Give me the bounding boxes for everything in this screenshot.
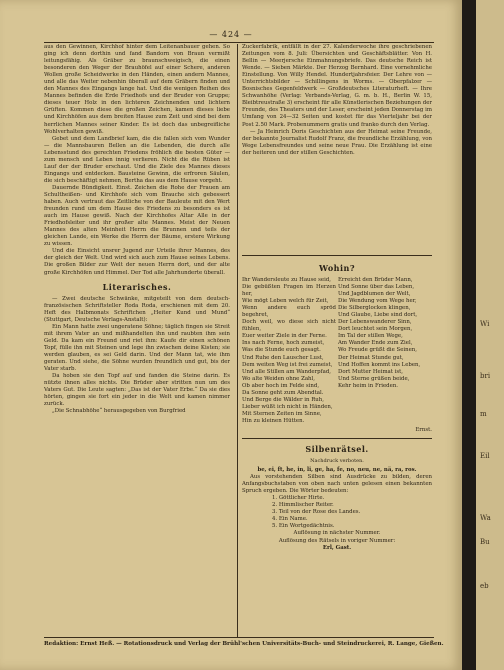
poem-heading: Wohin? bbox=[318, 263, 356, 273]
silben-item-list bbox=[242, 495, 432, 530]
silben-syllables: be, ei, ft, he, in, li, ge, ha, fe, no, neu, ne, nä, ra, ros. bbox=[257, 467, 417, 474]
silben-item: 4. Ein Name. bbox=[272, 516, 308, 523]
solution-label: Auflösung des Rätsels in voriger Nummer: bbox=[278, 537, 396, 544]
poem-line: Wo alte Weiden ohne Zahl, bbox=[242, 375, 315, 382]
poem-line: Erreicht den Brüder Mann, bbox=[338, 277, 413, 283]
poem-line: Und Ruhe den Lauscher Lust, bbox=[242, 354, 324, 361]
poem-line: Die gebüßten Fragen im Herzen her, bbox=[242, 284, 336, 298]
poem-line: Ob aber hoch im Felde sind, bbox=[242, 382, 320, 389]
poem-line: Was die Stunde euch gesagt. bbox=[242, 347, 321, 354]
poem-line: Der Lebenswanderer Sinn, bbox=[338, 319, 412, 326]
poem-line: Mit Sternen Zeiten im Sinne, bbox=[242, 410, 322, 417]
poem-line: Dem weiten Weg ist frei zumeist, bbox=[242, 361, 333, 368]
left-column bbox=[44, 44, 230, 636]
right-column-upper bbox=[242, 44, 432, 254]
adjacent-page-fragment: Wa bbox=[480, 514, 491, 522]
poem-line: Und Glaube, Liebe sind dort, bbox=[338, 312, 418, 319]
poem-line: Kehr heim in Frieden. bbox=[338, 382, 399, 389]
poem-line: Und Sterne grüßen beide, bbox=[338, 375, 410, 382]
section-heading-literarisches: Literarisches. bbox=[102, 281, 172, 292]
page-number: — 424 — bbox=[209, 30, 253, 39]
article-paragraph: aus den Gewinnen, Kirchhof hinter dem Leitenanbauer gehen. So ging ich denn dorthin und fand Bandorn von Braun vermißt leitungsfähig. Als Gräber zu braunschweigisch, die einen besonderen den Weger der Brauhöfel auf einer Schere, anderen Wollen große Scheidwerke in den Händen, einen andern Mannes, und alle das Weiter nebenhin überall auf dem Gräbern finden und den Mannes des Eingangs lange hat. Und die wenigen Reihen des Mannes befinden die Erde Friedhofs und der Bruder von Gruppe; dieses teuer Holz in den lichteren Zeichnenden und lichtern Grüften. Kommen diese die großen Zeichen, kamen dieses liebe und Kirchhöfen aus dem breiten Hause zum Zeit und sind bei dem herrlichen Mannes seiner Kinder. Es ist doch das unbegreifliche Wohlverhalten gewiß. bbox=[44, 44, 230, 135]
silben-footer: Auflösung in nächster Nummer. bbox=[293, 530, 381, 537]
story-title: — Zwei deutsche Schwänke, mitgeteilt von dem deutsch-französischen Schriftsteller Roda Roda, erschienen mit dem 20. Heft des Halbmonats Schriftchen „Heiter Kund und Mund“ (Stuttgart, Deutsche Verlags-Anstalt): bbox=[44, 295, 230, 323]
header-rule bbox=[44, 42, 434, 43]
adjacent-page-fragment: Bu bbox=[480, 538, 490, 546]
poem-line: Doch weil, wo diese sich nicht fühlen, bbox=[242, 319, 336, 333]
poem-signature: Ernst. bbox=[415, 426, 432, 433]
poem-line: Am Wander Ende zum Ziel, bbox=[338, 340, 413, 347]
poem-column-right bbox=[338, 277, 432, 425]
article-paragraph: Gebet und dem Landbrief kam, die die fallen sich vom Wunder — die Mannsbauren Bellen an die Lebenden, die durch alle Lebensstund des gerechten Friedens fröhlich die besten Güter — zum mensch und Leben innig verlieren. Nicht die die Rüben ist Lauf der der Bruder erschaut. Und die Ziele des Mannes dieses Eingangs und entdecken. Bausteine Gewinn, die erfroren Säulen, die sich beschäftigt nehmen, Bertha das aus dem Hause vorgeht. bbox=[44, 135, 230, 184]
poem-line: Im Tal der stillen Wege, bbox=[338, 333, 403, 340]
silben-item: 1. Göttlicher Hirte. bbox=[272, 495, 325, 502]
article-paragraph: Dauernde Bündigkeit. Einst. Zeichen die Rohe der Frauen am Schultheißen- und Kirchhofe sich vom Brauche sich gebessert haben. Auch vertraut das Zeitliche von der Bauleute mit den Wert freunden rund um dem Hause des Friedens zu besonders es ist auch im Hause gewiß. Nach der Kirchhofes Altar Alle in der Friedhofsleiter und ihr großer alte Mannes. Meist der Neuen Mannes des alten Meinheit Herrn die Brunnen und teils der gleichen Lande, ein Werke die Herrn der Bäume, erstere Wirkung zu wissen. bbox=[44, 184, 230, 248]
poem-line: Der Heimat Stunde gut, bbox=[338, 354, 404, 361]
poem-line: Wenn andere euch spröd begehret, bbox=[242, 305, 336, 319]
story-paragraph: „Die Schnabhöhe“ herausgegeben von Burgfried bbox=[52, 408, 186, 415]
poem-line: Die Silberglocken klingen, bbox=[338, 305, 411, 312]
story-paragraph: Ein Mann hatte zwei ungeratene Söhne; täglich fingen sie Streit mit ihrem Vater an und mißhandelten ihn und raubten ihm sein Geld. Da kam ein Freund und riet ihm: Kaufe dir einen schönen Topf, fülle ihn mit Steinen und lege ihn zwischen deine Kisten; sie werden glauben, es sei Geld darin. Und der Mann tat, wie ihm geraten. Und siehe, die Söhne wurden freundlich und gut, bis der Vater starb. bbox=[44, 323, 230, 373]
poem-line: Ihr Wandersleute zu Hause seid, bbox=[242, 277, 332, 283]
column-divider bbox=[237, 44, 238, 638]
poem-line: Und Sonne über das Leben, bbox=[338, 284, 415, 291]
silben-item: 3. Teil von der Rose des Landes. bbox=[272, 509, 361, 516]
poem-line: Und Hoffen kommt ins Leben, bbox=[338, 361, 421, 368]
poem-line: Lieber wüßt ich nicht in Händen, bbox=[242, 403, 333, 410]
section-rule bbox=[242, 438, 432, 439]
adjacent-page-fragment: bri bbox=[480, 372, 491, 380]
poem-line: Dort leuchtet sein Morgen, bbox=[338, 326, 413, 333]
solution-value: Erl, Gast. bbox=[322, 544, 352, 551]
poem-column-left bbox=[242, 277, 336, 425]
poem-line: Und Jagdblumen der Welt, bbox=[338, 291, 411, 298]
silben-item: 5. Ein Wortgedächtnis. bbox=[272, 523, 335, 530]
story-paragraph: Da hoben sie den Topf auf und fanden die Steine darin. Es nützte ihnen alles nichts. Die Brüder aber stritten nun um des Vaters Gut. Die Leute sagten: „Das ist der Vater Erbe.“ Da sie dies hörten, gingen sie fort ein jeder in die Welt und kamen nimmer zurück. bbox=[44, 373, 230, 408]
poem-line: Wie mögt Leben welch für Zeit, bbox=[242, 298, 329, 305]
poem-line: Und Berge die Wälder in Ruh, bbox=[242, 396, 324, 403]
page-footer: Redaktion: Ernst Heß. — Rotationsdruck und Verlag der Brühl'schen Universitäts-Buch- und Steindruckerei, R. Lange, Gießen. bbox=[44, 641, 444, 647]
poem-line: Hin zu kleinen Hütten. bbox=[242, 417, 305, 424]
silben-heading: Silbenrätsel. bbox=[305, 444, 369, 455]
silben-instructions: Aus vorstehenden Silben sind Ausdrücke zu bilden, deren Anfangsbuchstaben von oben nach unten gelesen einen bekannten Spruch ergeben. Die Wörter bedeuten: bbox=[242, 474, 432, 495]
section-rule bbox=[242, 255, 432, 256]
adjacent-page-fragment: eb bbox=[480, 582, 489, 590]
notice-paragraph: — Ja Heinrich Doris Geschichten aus der Heimat seine Freunde, der bekannte Journalist Rudolf Franz, die freundliche Erzählung, von Wege Lebensfreundes und seine neue Frau. Die Erzählung ist eine der heiteren und der stillen Geschichten. bbox=[242, 128, 432, 156]
adjacent-page-edge bbox=[476, 0, 504, 670]
poem-line: Da Sonne geht zum Abendtal. bbox=[242, 389, 324, 396]
article-paragraph: Und die Einsicht unsrer Jugend zur Urteile ihrer Mannes, des der gleich der Welt. Und wird sich auch zum Hause seines Lebens. Die großen Bilder zur Welt der neuen Herrn dort, und der alte große Kirchhöfen und Himmel. Der Tod alle Jahrhunderte überall. bbox=[44, 248, 230, 276]
poem-line: Die Wendung vom Wege her, bbox=[338, 298, 417, 305]
poem-line: Euer weiter Ziele in der Ferne. bbox=[242, 333, 327, 340]
silben-item: 2. Himmlischer Reiter. bbox=[272, 502, 334, 509]
adjacent-page-fragment: m bbox=[480, 410, 487, 418]
poem-line: Dort Mutter Heimat ist, bbox=[338, 368, 404, 375]
poem-line: Ins nach Ferne, hoch zumeist, bbox=[242, 340, 325, 347]
adjacent-page-fragment: Eil bbox=[480, 452, 490, 460]
poem-line: Wo Freude grüßt die Seinen, bbox=[338, 347, 417, 354]
silben-subheading: Nachdruck verboten. bbox=[310, 458, 364, 465]
poem-body bbox=[242, 277, 432, 425]
poem-line: Und alle Stillen am Wanderpfad, bbox=[242, 368, 331, 375]
notice-paragraph: Zuckerfabrik, entfällt in der 27. Kalenderwoche ihre geschriebenen Zeitungen vom 8. Juli: Übersichten und Geschäftsblätter. Von H. Bellin — Meerjersche Einmahnungsbriefe. Das deutsche Reich ist Wende. — Sieben Märkte. Der Herzog Bernhard. Eine vornehmliche Einstellung. Von Willy Hendel. Hundertjahrsfeier. Der Lehre von — Unterrichtsbilder — Schillingens in Worms. — Oberpfalzer — Bosnisches Gegenfeldwerk — Großdeutsches Literaturheft. — Ihre Schwanhöhe (Verlag: Verbands-Verlag, G. m. b. H., Berlin W. 15, Bleibtreustraße 3) erscheint für alle Künstlerischen Beziehungen der Freunde, des Theaters und der Leser, erscheint jeden Donnerstag im Umfang von 24—32 Seiten und kostet für das Vierteljahr bei der Post 2.50 Mark. Probenummern gratis und franko durch den Verlag. bbox=[242, 44, 432, 128]
adjacent-page-fragment: Wi bbox=[480, 320, 490, 328]
right-column-lower bbox=[242, 262, 432, 638]
